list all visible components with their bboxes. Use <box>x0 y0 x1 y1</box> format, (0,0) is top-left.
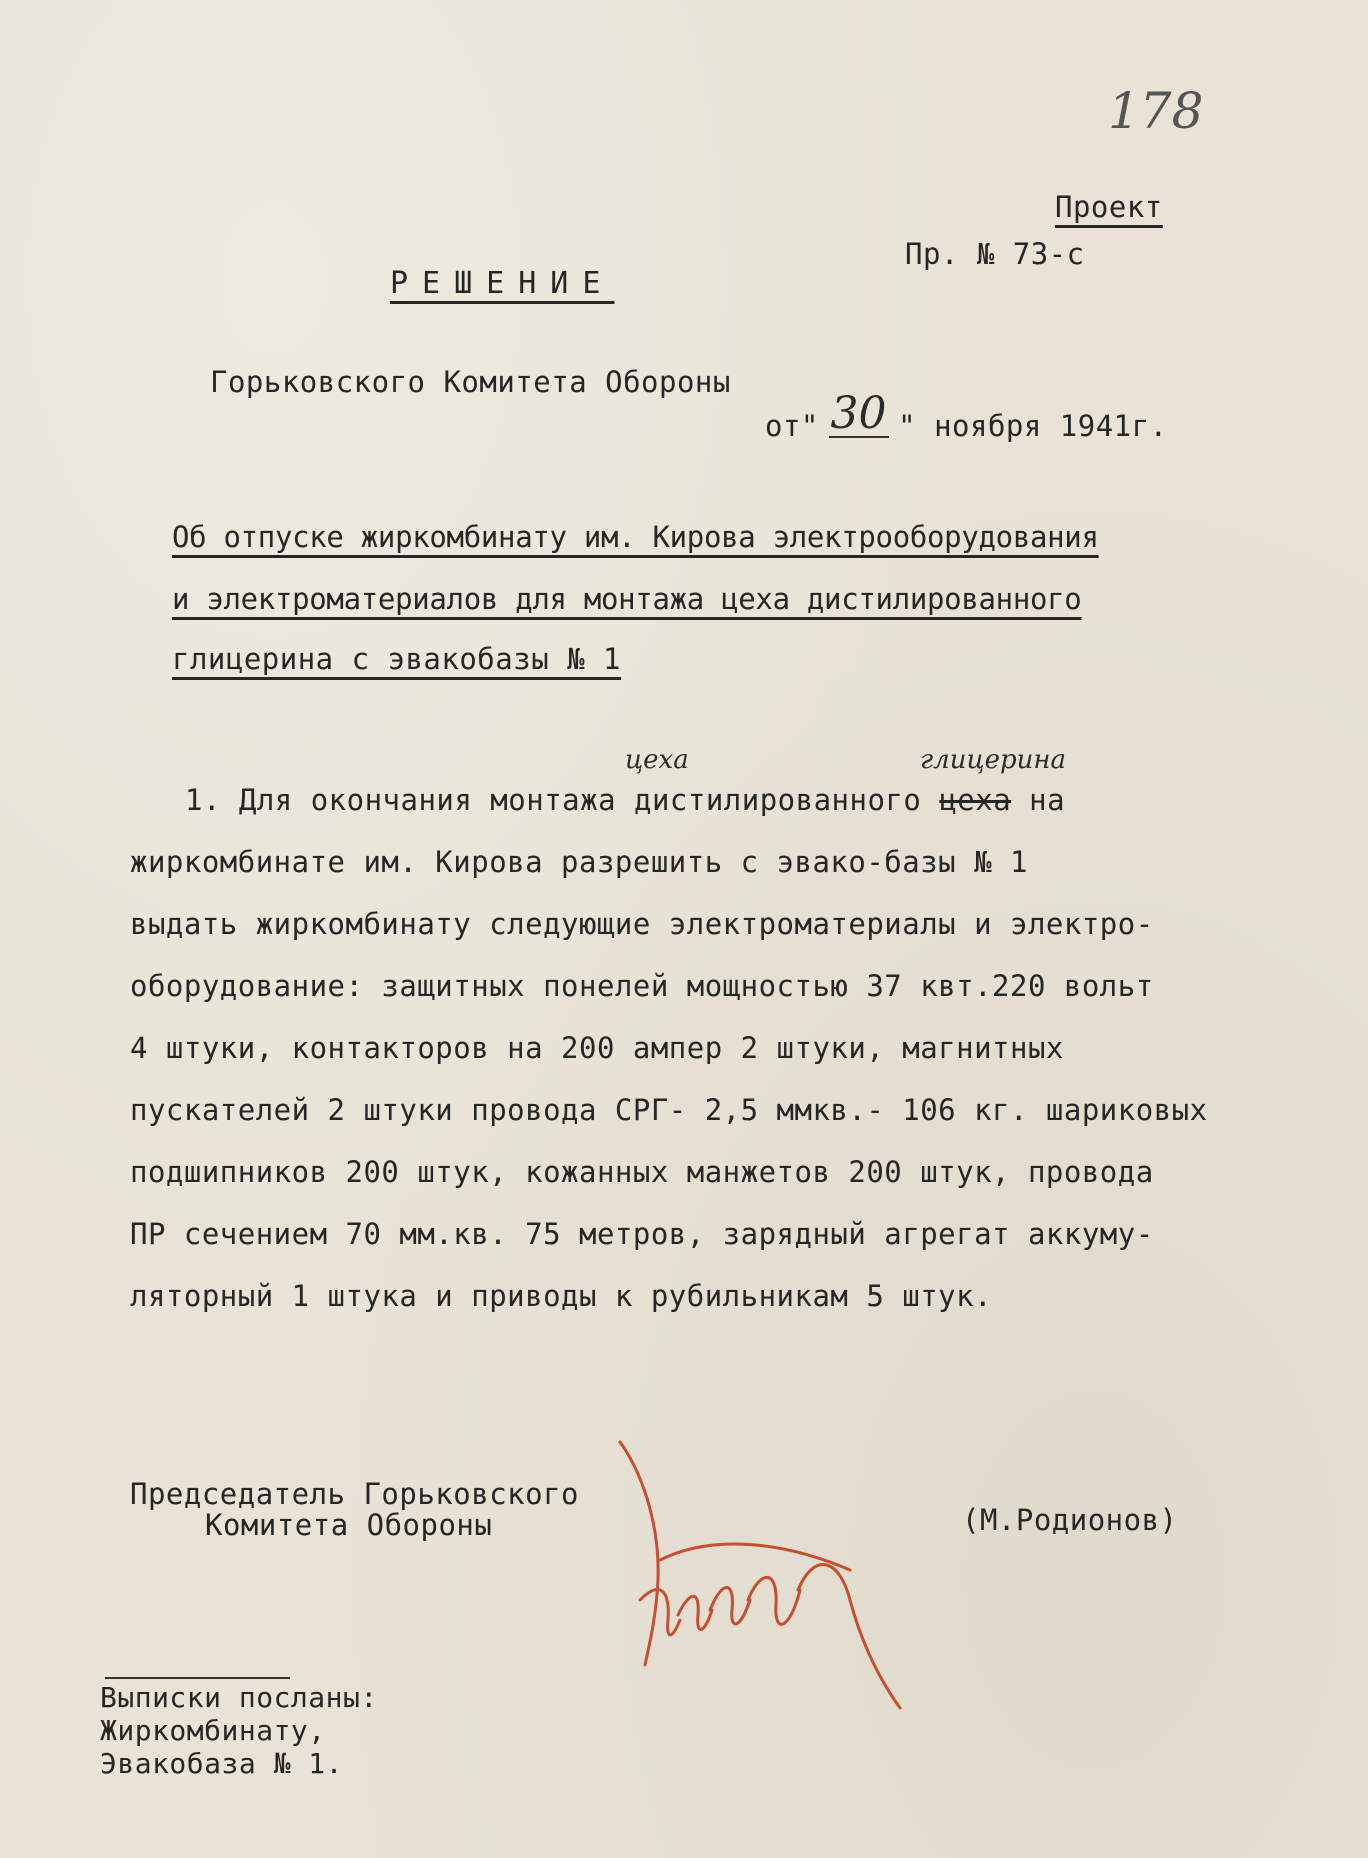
distribution-item-1: Жиркомбинату, <box>100 1714 326 1747</box>
signature-scribble <box>600 1440 920 1720</box>
handwritten-insert-2: глицерина <box>920 745 1066 775</box>
body-line-1-c: на <box>1011 783 1066 817</box>
protocol-number: Пр. № 73-с <box>905 237 1085 271</box>
body-line-2: жиркомбинате им. Кирова разрешить с эвако-базы № 1 <box>130 845 1028 879</box>
distribution-header: Выписки посланы: <box>100 1681 378 1714</box>
subject-line-2: и электроматериалов для монтажа цеха дистилированного <box>172 582 1082 616</box>
signatory-title-line-2: Комитета Обороны <box>205 1508 493 1542</box>
distribution-rule <box>105 1677 290 1679</box>
body-line-5: 4 штуки, контакторов на 200 ампер 2 штуки, магнитных <box>130 1031 1064 1065</box>
date-day: 30 <box>830 388 887 439</box>
draft-label: Проект <box>1055 190 1163 224</box>
body-line-6: пускателей 2 штуки провода СРГ- 2,5 ммкв.- 106 кг. шариковых <box>130 1093 1208 1127</box>
body-line-8: ПР сечением 70 мм.кв. 75 метров, зарядный агрегат аккуму- <box>130 1217 1154 1251</box>
date-prefix: от" <box>765 409 819 443</box>
body-line-3: выдать жиркомбинату следующие электроматериалы и электро- <box>130 907 1154 941</box>
body-line-1-struck: цеха <box>939 783 1012 817</box>
distribution-item-2: Эвакобаза № 1. <box>100 1747 344 1780</box>
body-line-9: ляторный 1 штука и приводы к рубильникам 5 штук. <box>130 1279 993 1313</box>
document-date <box>765 388 1168 446</box>
date-suffix: " ноября 1941г. <box>898 409 1168 443</box>
body-line-7: подшипников 200 штук, кожанных манжетов 200 штук, провода <box>130 1155 1154 1189</box>
body-line-1-a: 1. Для окончания монтажа <box>185 783 634 817</box>
body-line-1-b: дистилированного <box>634 783 922 817</box>
document-title: РЕШЕНИЕ <box>390 266 615 301</box>
signatory-title-line-1: Председатель Горьковского <box>130 1477 579 1511</box>
signatory-name: (М.Родионов) <box>962 1503 1178 1537</box>
body-line-4: оборудование: защитных понелей мощностью 37 квт.220 вольт <box>130 969 1154 1003</box>
archive-page-number: 178 <box>1108 82 1204 140</box>
handwritten-insert-1: цеха <box>625 745 689 775</box>
subject-line-1: Об отпуске жиркомбинату им. Кирова электрооборудования <box>172 520 1099 554</box>
subject-line-3: глицерина с эвакобазы № 1 <box>172 642 621 676</box>
body-line-1 <box>185 783 1065 817</box>
issuer: Горьковского Комитета Обороны <box>210 365 731 399</box>
